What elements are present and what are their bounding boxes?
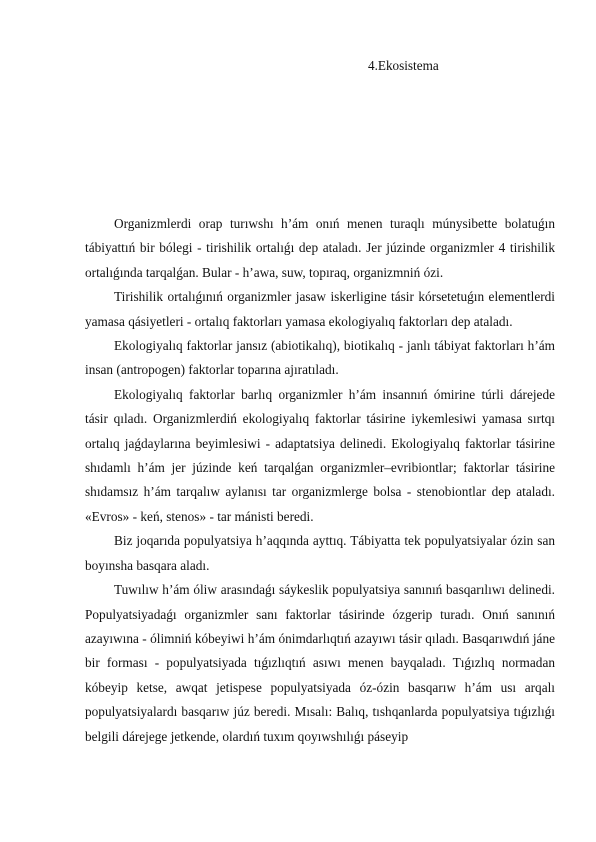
paragraph: Organizmlerdi orap turıwshı h’ám onıń menen turaqlı múnysibette bolatuǵın tábiyattıń bir bólegi - tirishilik ortalıǵı dep ataladı. Jer júzinde organizmler 4 tirishilik ortalıǵında tarqalǵan. Bular - h’awa, suw, topıraq, organizmniń ózi. — [85, 216, 555, 280]
paragraph: Ekologiyalıq faktorlar barlıq organizmler h’ám insannıń ómirine túrli dárejede tásir qıladı. Organizmlerdiń ekologiyalıq faktorlar tásirine iykemlesiwi yamasa sırtqı ortalıq jaǵdaylarına beyimlesiwi - adaptatsiya delinedi. Ekologiyalıq faktorlar tásirine shıdamlı h’ám jer júzinde keń tarqalǵan organizmler–evribiontlar; faktorlar tásirine shıdamsız h’ám tarqalıw aylanısı tar organizmlerge bolsa - stenobiontlar dep ataladı. «Evros» - keń, stenos» - tar mánisti beredi. — [85, 386, 555, 524]
paragraph: Biz joqarıda populyatsiya h’aqqında ayttıq. Tábiyatta tek populyatsiyalar ózin san boyınsha basqara aladı. — [85, 533, 555, 573]
page-heading: 4.Ekosistema — [368, 58, 439, 73]
paragraph: Tirishilik ortalıǵınıń organizmler jasaw iskerligine tásir kórsetetuǵın elementlerdi yamasa qásiyetleri - ortalıq faktorları yamasa ekologiyalıq faktorları dep ataladı. — [85, 289, 555, 329]
paragraph: Ekologiyalıq faktorlar jansız (abiotikalıq), biotikalıq - janlı tábiyat faktorları h’ám insan (antropogen) faktorlar toparına ajıratıladı. — [85, 338, 555, 378]
paragraph: Tuwılıw h’ám óliw arasındaǵı sáykeslik populyatsiya sanınıń basqarılıwı delinedi. Populyatsiyadaǵı organizmler sanı faktorlar tásirinde ózgerip turadı. Onıń sanınıń azayıwına - ólimniń kóbeyiwi h’ám ónimdarlıqtıń azayıwı tásir qıladı. Basqarıwdıń jáne bir forması - populyatsiyada tıǵızlıqtıń asıwı menen bayqaladı. Tıǵızlıq normadan kóbeyip ketse, awqat jetispese populyatsiyada óz-ózin basqarıw h’ám usı arqalı populyatsiyalardı basqarıw júz beredi. Mısalı: Balıq, tıshqanlarda populyatsiya tıǵızlıǵı belgili dárejege jetkende, olardıń tuxım qoyıwshılıǵı páseyip — [85, 582, 555, 744]
body-text — [85, 212, 555, 749]
